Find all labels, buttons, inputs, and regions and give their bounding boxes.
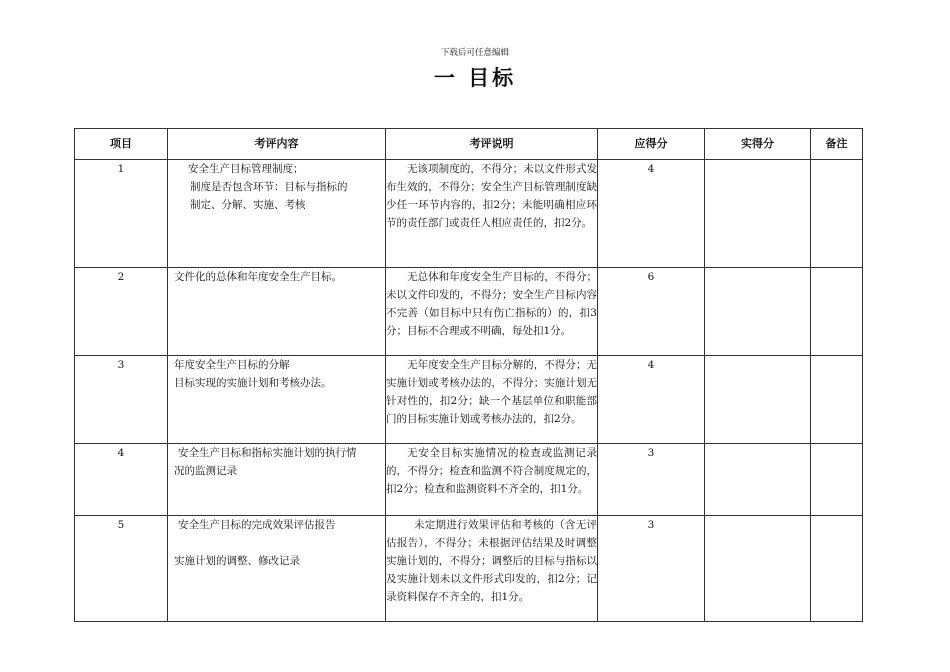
col-header-content: 考评内容: [168, 129, 386, 160]
description-text: 无该项制度的，不得分；未以文件形式发布生效的，不得分；安全生产目标管理制度缺少任一环节内容的，扣2分；未能明确相应环节的责任部门或责任人相应责任的，扣2分。: [386, 163, 597, 229]
table-row: [75, 516, 863, 622]
content-line: 安全生产目标的完成效果评估报告: [178, 519, 336, 531]
content-cell: [168, 444, 386, 516]
content-line: 制定、分解、实施、考核: [190, 199, 306, 211]
actual-score-cell[interactable]: [705, 356, 811, 444]
remark-cell[interactable]: [811, 268, 863, 356]
score-cell: 3: [598, 444, 705, 516]
content-cell: [168, 160, 386, 268]
table-header-row: [75, 129, 863, 160]
col-header-description: 考评说明: [386, 129, 598, 160]
score-cell: 6: [598, 268, 705, 356]
evaluation-table: [74, 128, 863, 622]
description-cell: [386, 268, 598, 356]
content-cell: [168, 268, 386, 356]
table-row: [75, 268, 863, 356]
remark-cell[interactable]: [811, 516, 863, 622]
description-cell: [386, 516, 598, 622]
actual-score-cell[interactable]: [705, 160, 811, 268]
score-cell: 3: [598, 516, 705, 622]
content-line: 况的监测记录: [174, 465, 237, 477]
col-header-remark: 备注: [811, 129, 863, 160]
content-cell: [168, 356, 386, 444]
table-row: [75, 444, 863, 516]
description-cell: [386, 160, 598, 268]
content-line: 安全生产目标管理制度；: [188, 163, 304, 175]
content-line: 实施计划的调整、修改记录: [174, 555, 300, 567]
item-cell: 3: [75, 356, 168, 444]
col-header-actual-score: 实得分: [705, 129, 811, 160]
item-cell: 1: [75, 160, 168, 268]
content-line: 制度是否包含环节：目标与指标的: [190, 181, 348, 193]
content-line: 安全生产目标和指标实施计划的执行情: [178, 447, 357, 459]
actual-score-cell[interactable]: [705, 516, 811, 622]
page-title: 一 目标: [433, 66, 517, 90]
description-text: 无总体和年度安全生产目标的，不得分；未以文件印发的，不得分；安全生产目标内容不完善（如目标中只有伤亡指标的）的，扣3分；目标不合理或不明确，每处扣1分。: [386, 271, 597, 337]
remark-cell[interactable]: [811, 444, 863, 516]
col-header-score: 应得分: [598, 129, 705, 160]
actual-score-cell[interactable]: [705, 268, 811, 356]
remark-cell[interactable]: [811, 356, 863, 444]
content-line: 年度安全生产目标的分解: [174, 359, 290, 371]
item-cell: 5: [75, 516, 168, 622]
content-spacer: [168, 534, 385, 552]
description-text: 无年度安全生产目标分解的，不得分；无实施计划或考核办法的，不得分；实施计划无针对性的，扣2分；缺一个基层单位和职能部门的目标实施计划或考核办法的，扣2分。: [386, 359, 597, 425]
content-line: 文件化的总体和年度安全生产目标。: [174, 271, 342, 283]
item-cell: 4: [75, 444, 168, 516]
table-row: [75, 356, 863, 444]
score-cell: 4: [598, 160, 705, 268]
remark-cell[interactable]: [811, 160, 863, 268]
col-header-item: 项目: [75, 129, 168, 160]
description-cell: [386, 356, 598, 444]
description-cell: [386, 444, 598, 516]
content-cell: [168, 516, 386, 622]
score-cell: 4: [598, 356, 705, 444]
table-row: [75, 160, 863, 268]
download-note: 下载后可任意编辑: [440, 48, 509, 58]
actual-score-cell[interactable]: [705, 444, 811, 516]
description-text: 未定期进行效果评估和考核的（含无评估报告），不得分；未根据评估结果及时调整实施计划的，不得分；调整后的目标与指标以及实施计划未以文件形式印发的，扣2分；记录资料保存不齐全的，扣1分。: [386, 519, 597, 603]
description-text: 无安全目标实施情况的检查或监测记录的，不得分；检查和监测不符合制度规定的，扣2分；检查和监测资料不齐全的，扣1分。: [386, 447, 597, 495]
item-cell: 2: [75, 268, 168, 356]
content-line: 目标实现的实施计划和考核办法。: [174, 377, 332, 389]
